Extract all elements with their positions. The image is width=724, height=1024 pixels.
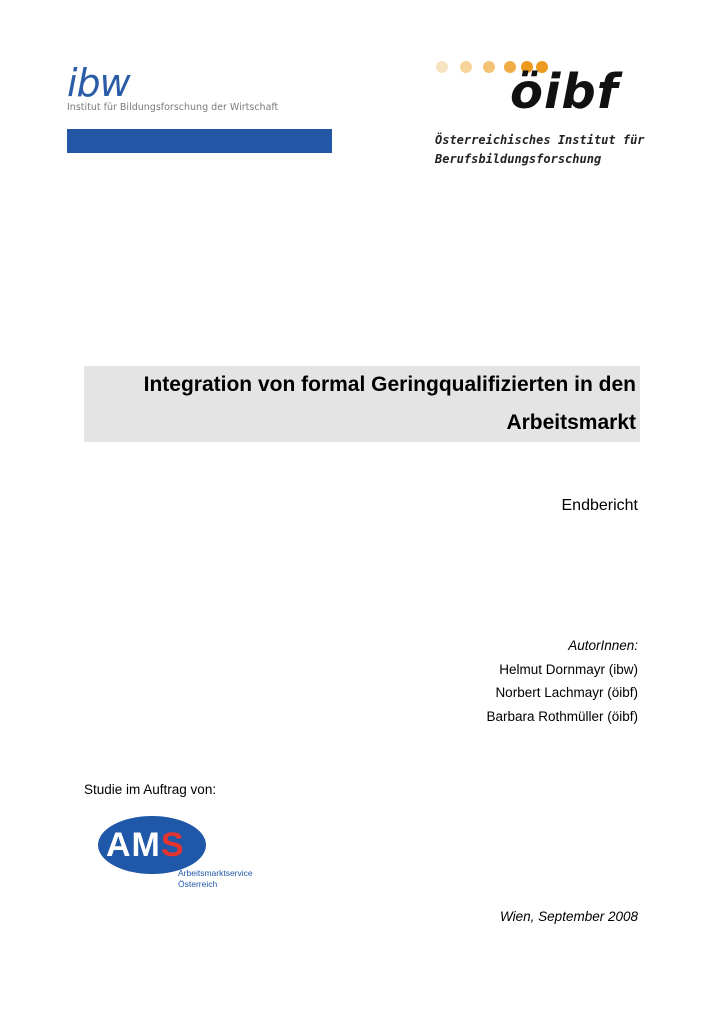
oibf-dot	[483, 61, 495, 73]
document-subtitle: Endbericht	[561, 497, 638, 514]
place-date: Wien, September 2008	[500, 909, 638, 924]
oibf-wordmark: öibf	[510, 64, 619, 120]
ibw-blue-bar	[67, 129, 332, 153]
ibw-wordmark: ibw	[67, 61, 130, 105]
ams-subtitle-line1: Arbeitsmarktservice	[178, 868, 253, 878]
title-block	[84, 366, 640, 442]
authors-block	[486, 634, 638, 728]
ams-logo	[88, 810, 268, 896]
ams-subtitle-line2: Österreich	[178, 879, 218, 889]
ams-wordmark-am: AM	[106, 826, 161, 864]
commission-label: Studie im Auftrag von:	[84, 782, 217, 797]
oibf-dot	[436, 61, 448, 73]
oibf-subtitle-line2: Berufsbildungsforschung	[435, 152, 602, 166]
author-name: Barbara Rothmüller (öibf)	[486, 708, 638, 724]
ams-wordmark-s: S	[160, 826, 185, 864]
author-name: Norbert Lachmayr (öibf)	[495, 685, 638, 700]
oibf-subtitle-line1: Österreichisches Institut für	[435, 133, 645, 147]
document-title: Integration von formal Geringqualifizierten in den Arbeitsmarkt	[143, 373, 636, 434]
author-name: Helmut Dornmayr (ibw)	[499, 661, 638, 677]
oibf-dot	[460, 61, 472, 73]
authors-label: AutorInnen:	[568, 638, 638, 653]
ibw-subtitle: Institut für Bildungsforschung der Wirtschaft	[67, 102, 279, 113]
ibw-logo	[67, 62, 332, 154]
ams-wordmark	[106, 827, 185, 863]
oibf-logo	[430, 55, 644, 175]
